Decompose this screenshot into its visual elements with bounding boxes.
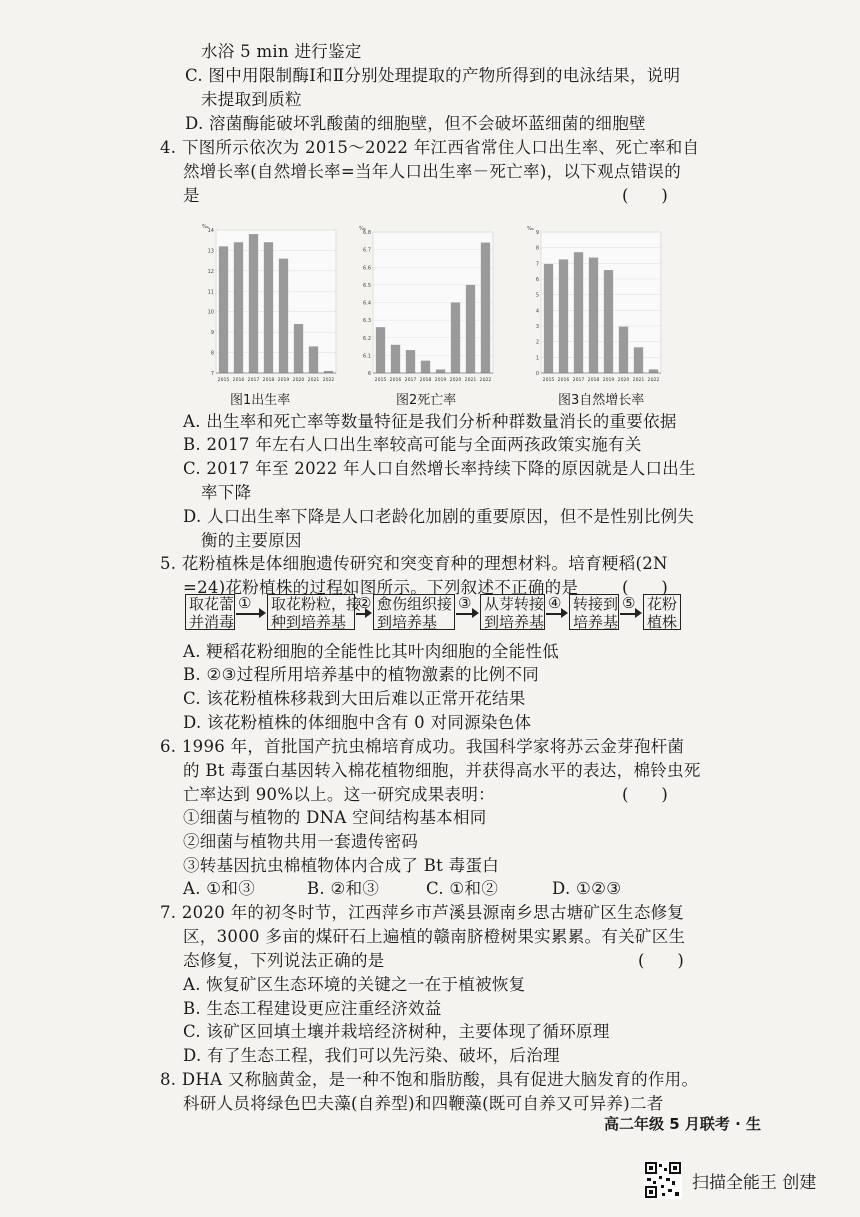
y-tick-label: 9 [535,230,539,236]
flow-step-text: 花粉 [647,595,678,613]
y-tick-label: 7 [210,371,214,377]
y-tick-label: 11 [207,289,214,296]
flow-step-box [373,594,455,630]
text-line-q4D2: 衡的主要原因 [201,531,302,550]
text-line-q4B: B. 2017 年左右人口出生率较高可能与全面两孩政策实施有关 [183,435,642,454]
flow-step-box [185,594,235,630]
bar-2019 [279,259,288,373]
text-line-q5A: A. 粳稻花粉细胞的全能性比其叶肉细胞的全能性低 [183,642,560,661]
flow-step-number: ③ [458,594,472,612]
text-line-q5B: B. ②③过程所用培养基中的植物激素的比例不同 [183,665,540,684]
y-tick-label: 8 [210,350,214,357]
y-tick-label: 8 [535,245,539,252]
x-tick-label: 2021 [307,378,320,383]
y-tick-label: 6 [535,277,539,283]
flow-step-box [480,594,545,630]
bar-2021 [309,346,318,373]
flow-step-text: 从芽转接 [484,595,545,613]
x-tick-label: 2018 [419,378,432,383]
flow-step-box [267,594,362,631]
bar-2020 [451,303,460,374]
flow-step-number: ① [238,594,252,612]
text-line-q6b: 的 Bt 毒蛋白基因转入棉花植物细胞，并获得高水平的表达，棉铃虫死 [183,761,701,780]
text-line-q6B: B. ②和③ [307,879,380,898]
y-tick-label: 13 [207,248,214,255]
y-tick-label: 0 [535,371,539,377]
x-tick-label: 2017 [247,378,260,383]
bar-2019 [436,369,445,373]
flow-step-text: 植株 [647,613,678,631]
x-tick-label: 2016 [389,378,402,383]
text-line-l3: 未提取到质粒 [201,90,302,109]
x-tick-label: 2020 [449,378,462,383]
text-line-q8a: 8. DHA 又称脑黄金，是一种不饱和脂肪酸，具有促进大脑发育的作用。 [160,1070,699,1089]
flow-step-text: 愈伤组织接 [377,595,453,613]
chart-caption-birth: 图1出生率 [230,393,291,408]
qr-code-icon [644,1161,682,1199]
text-line-q5D: D. 该花粉植株的体细胞中含有 0 对同源染色体 [183,713,532,732]
chart-birth-rate [200,220,340,385]
bar-2017 [574,252,583,373]
flow-step-number: ④ [548,594,562,612]
x-tick-label: 2016 [557,378,570,383]
y-tick-label: 6.3 [363,318,371,325]
flow-step-text: 并消毒 [189,613,235,631]
text-line-l1: 水浴 5 min 进行鉴定 [201,42,362,61]
text-line-q4C1: C. 2017 年至 2022 年人口自然增长率持续下降的原因就是人口出生 [183,459,696,478]
flow-step-text: 取花粉粒，接 [271,595,362,613]
text-line-q6i1: ①细菌与植物的 DNA 空间结构基本相同 [183,808,487,827]
bar-2017 [406,350,415,373]
flow-step-number: ⑤ [622,594,636,612]
y-tick-label: 10 [207,309,214,316]
bar-2022 [649,369,658,373]
bar-2020 [294,324,303,373]
bar-2018 [589,258,598,373]
flow-step-text: 到培养基 [484,613,545,631]
text-line-q5b: =24)花粉植株的过程如图所示。下列叙述不正确的是 [183,578,579,597]
chart-caption-growth: 图3自然增长率 [558,393,645,408]
text-line-q6i2: ②细菌与植物共用一套遗传密码 [183,832,419,851]
flow-arrow [236,594,266,630]
flow-step-number: ② [358,594,372,612]
text-line-q7c: 态修复，下列说法正确的是 [183,951,385,970]
x-tick-label: 2016 [232,378,245,383]
x-tick-label: 2021 [464,378,477,383]
bar-2018 [264,242,273,373]
flow-step-text: 转接到 [573,595,619,613]
bar-2015 [219,246,228,373]
text-line-q6D: D. ①②③ [552,879,622,898]
y-unit-label: ‰ [527,226,534,232]
text-line-q6C: C. ①和② [426,879,499,898]
text-line-q5C: C. 该花粉植株移栽到大田后难以正常开花结果 [183,689,526,708]
flow-step-box [569,594,619,630]
text-line-q8b: 科研人员将绿色巴夫藻(自养型)和四鞭藻(既可自养又可异养)二者 [183,1094,664,1113]
x-tick-label: 2018 [587,378,600,383]
flow-step-text: 种到培养基 [271,613,347,631]
y-tick-label: 2 [535,339,539,346]
y-tick-label: 4 [535,308,539,315]
x-tick-label: 2015 [374,378,387,383]
bar-2018 [421,361,430,373]
flow-arrow [546,594,568,630]
x-tick-label: 2019 [434,378,447,383]
x-tick-label: 2015 [542,378,555,383]
x-tick-label: 2020 [292,378,305,383]
text-line-q7B: B. 生态工程建设更应注重经济效益 [183,999,442,1018]
y-tick-label: 7 [535,261,539,268]
y-tick-label: 6 [367,371,371,377]
text-line-q4b: 然增长率(自然增长率=当年人口出生率－死亡率)，以下观点错误的 [183,162,681,181]
flow-step-text: 取花蕾 [189,595,235,613]
y-tick-label: 6.7 [363,247,371,254]
answer-bracket-q5: ( ) [622,578,668,597]
flow-step-box [643,594,681,630]
y-tick-label: 9 [210,330,214,337]
text-line-q4A: A. 出生率和死亡率等数量特征是我们分析种群数量消长的重要依据 [183,412,677,431]
text-line-q7A: A. 恢复矿区生态环境的关键之一在于植被恢复 [183,975,526,994]
y-tick-label: 12 [207,268,214,275]
flow-arrow [620,594,642,630]
x-tick-label: 2015 [217,378,230,383]
y-tick-label: 6.6 [363,265,371,272]
bar-2019 [604,270,613,373]
text-line-q7D: D. 有了生态工程，我们可以先污染、破坏，后治理 [183,1046,560,1065]
bar-2022 [481,243,490,373]
answer-bracket-q6: ( ) [622,785,668,804]
chart-caption-death: 图2死亡率 [396,393,457,408]
x-tick-label: 2017 [404,378,417,383]
page-footer: 高二年级 5 月联考 · 生 [604,1115,762,1133]
y-tick-label: 6.2 [363,335,371,342]
text-line-q4c: 是 [183,186,200,205]
text-line-q7b: 区，3000 多亩的煤矸石上遍植的赣南脐橙树果实累累。有关矿区生 [183,927,686,946]
flow-step-text: 到培养基 [377,613,438,631]
y-unit-label: ‰ [202,224,209,230]
bar-2021 [466,285,475,373]
y-tick-label: 3 [535,324,539,330]
chart-death-rate [357,222,497,385]
y-tick-label: 6.5 [363,282,371,289]
y-tick-label: 6.4 [363,300,371,307]
bar-2015 [544,264,553,373]
text-line-q6A: A. ①和③ [183,879,255,898]
x-tick-label: 2017 [572,378,585,383]
text-line-q5a: 5. 花粉植株是体细胞遗传研究和突变育种的理想材料。培育粳稻(2N [160,554,668,573]
y-tick-label: 14 [207,228,214,234]
y-tick-label: 1 [535,355,539,362]
flow-step-text: 培养基 [573,613,619,631]
bar-2021 [634,347,643,373]
x-tick-label: 2018 [262,378,275,383]
text-line-q6i3: ③转基因抗虫棉植物体内合成了 Bt 毒蛋白 [183,856,500,875]
x-tick-label: 2022 [647,378,660,383]
text-line-q4C2: 率下降 [201,483,252,502]
bar-2016 [559,259,568,373]
y-tick-label: 6.8 [363,230,371,236]
text-line-q6a: 6. 1996 年，首批国产抗虫棉培育成功。我国科学家将苏云金芽孢杆菌 [160,737,685,756]
text-line-q4a: 4. 下图所示依次为 2015～2022 年江西省常住人口出生率、死亡率和自 [160,138,700,157]
y-tick-label: 6.1 [363,353,371,360]
x-tick-label: 2020 [617,378,630,383]
text-line-q6c: 亡率达到 90%以上。这一研究成果表明： [183,785,495,804]
answer-bracket-q7: ( ) [638,951,684,970]
bar-2016 [391,345,400,373]
x-tick-label: 2019 [602,378,615,383]
text-line-l4: D. 溶菌酶能破坏乳酸菌的细胞壁，但不会破坏蓝细菌的细胞壁 [185,114,646,133]
chart-natural-growth-rate [525,222,665,385]
bar-2015 [376,327,385,373]
text-line-q4D1: D. 人口出生率下降是人口老龄化加剧的重要原因，但不是性别比例失 [183,507,695,526]
text-line-l2: C. 图中用限制酶Ⅰ和Ⅱ分别处理提取的产物所得到的电泳结果，说明 [185,66,681,85]
answer-bracket-q4: ( ) [622,186,668,205]
x-tick-label: 2021 [632,378,645,383]
y-unit-label: ‰ [359,226,366,232]
scanner-watermark: 扫描全能王 创建 [692,1173,817,1193]
x-tick-label: 2022 [322,378,335,383]
flow-arrow [456,594,479,630]
bar-2020 [619,327,628,373]
x-tick-label: 2019 [277,378,290,383]
flow-arrow [356,594,372,630]
text-line-q7C: C. 该矿区回填土壤并栽培经济树种，主要体现了循环原理 [183,1022,610,1041]
text-line-q7a: 7. 2020 年的初冬时节，江西萍乡市芦溪县源南乡思古塘矿区生态修复 [160,903,685,922]
bar-2017 [249,234,258,373]
y-tick-label: 5 [535,292,539,299]
x-tick-label: 2022 [479,378,492,383]
bar-2016 [234,242,243,373]
